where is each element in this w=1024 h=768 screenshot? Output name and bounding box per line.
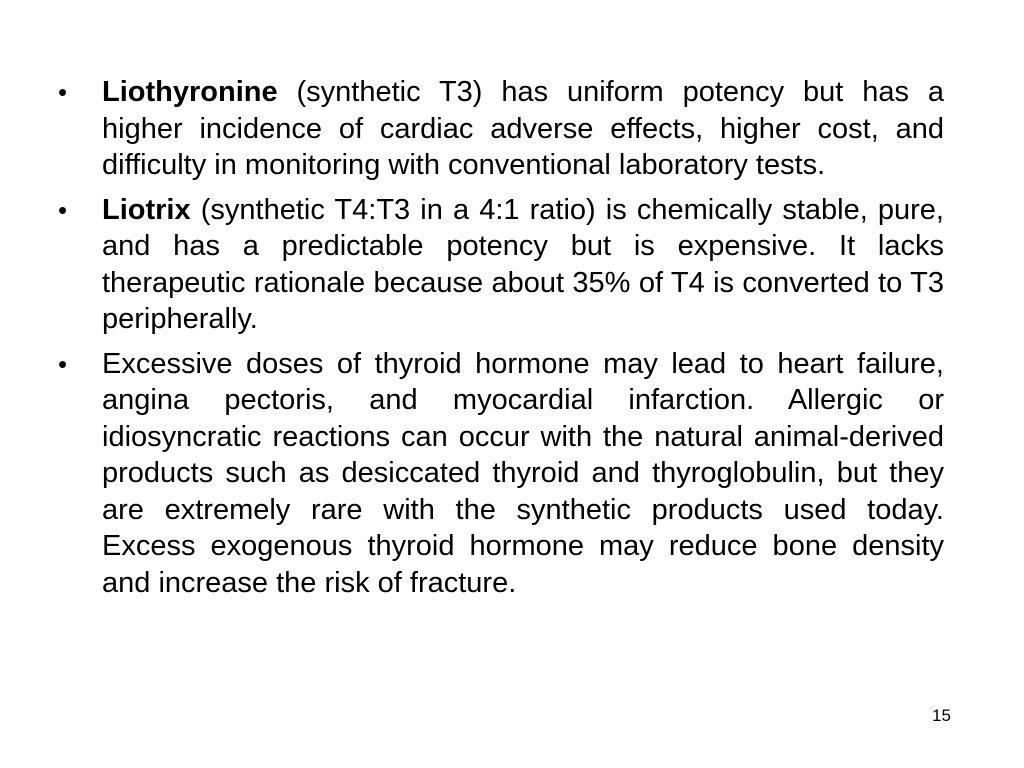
bullet-text: Excessive doses of thyroid hormone may lead to heart failure, angina pectoris, and myocardial infarction. Allergic or idiosyncratic reactions can occur with the natural animal-derived products such as desiccated thyroid and thyroglobulin, but they are extremely rare with the synthetic products used today. Excess exogenous thyroid hormone may reduce bone density and increase the risk of fracture. (102, 347, 944, 599)
bullet-icon: • (58, 194, 68, 225)
bullet-item-excessive-doses (56, 346, 944, 602)
bullet-item-liothyronine (56, 74, 944, 184)
bullet-text: (synthetic T4:T3 in a 4:1 ratio) is chemically stable, pure, and has a predictable potency but is expensive. It lacks therapeutic rationale because about 35% of T4 is converted to T3 peripherally. (102, 193, 944, 335)
bullet-icon: • (58, 77, 68, 107)
bullet-term: Liothyronine (102, 76, 278, 108)
bullet-icon: • (58, 348, 68, 379)
bullet-text: (synthetic T3) has uniform potency but has a higher incidence of cardiac adverse effects, higher cost, and difficulty in monitoring with conventional laboratory tests. (102, 76, 944, 181)
page-number: 15 (932, 706, 951, 725)
bullet-term: Liotrix (102, 193, 191, 226)
bullet-list (56, 74, 944, 609)
bullet-item-liotrix (56, 192, 944, 338)
